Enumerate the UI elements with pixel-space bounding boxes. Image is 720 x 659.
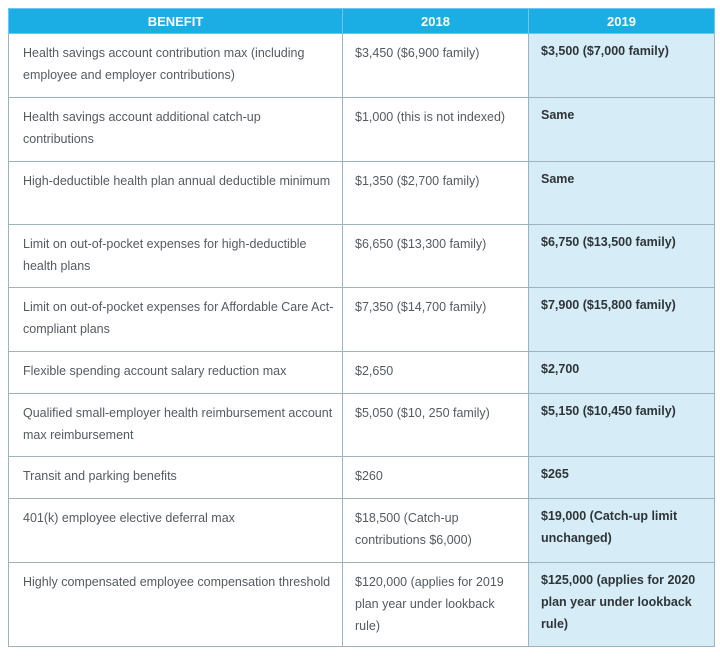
benefit-cell: 401(k) employee elective deferral max [9,499,343,563]
table-row [9,394,715,457]
value-2019-cell: Same [529,162,715,225]
value-2019-cell: $5,150 ($10,450 family) [529,394,715,457]
benefit-cell: Health savings account contribution max (including employee and employer contributions) [9,34,343,98]
table-row [9,457,715,499]
header-row [9,9,715,34]
benefit-cell: Health savings account additional catch-up contributions [9,98,343,162]
table-row [9,499,715,563]
value-2018-cell: $1,000 (this is not indexed) [343,98,529,162]
header-2019: 2019 [529,9,715,34]
table-row [9,563,715,647]
value-2018-cell: $7,350 ($14,700 family) [343,288,529,352]
benefit-cell: Transit and parking benefits [9,457,343,499]
value-2019-cell: $125,000 (applies for 2020 plan year under lookback rule) [529,563,715,647]
value-2018-cell: $6,650 ($13,300 family) [343,225,529,288]
value-2018-cell: $1,350 ($2,700 family) [343,162,529,225]
benefits-table [8,8,715,647]
benefits-table-container [8,8,714,647]
table-row [9,225,715,288]
table-row [9,288,715,352]
table-row [9,352,715,394]
value-2018-cell: $18,500 (Catch-up contributions $6,000) [343,499,529,563]
value-2019-cell: $2,700 [529,352,715,394]
value-2019-cell: $6,750 ($13,500 family) [529,225,715,288]
value-2018-cell: $5,050 ($10, 250 family) [343,394,529,457]
value-2018-cell: $3,450 ($6,900 family) [343,34,529,98]
benefit-cell: High-deductible health plan annual deductible minimum [9,162,343,225]
header-benefit: BENEFIT [9,9,343,34]
table-row [9,34,715,98]
header-2018: 2018 [343,9,529,34]
table-row [9,162,715,225]
benefit-cell: Qualified small-employer health reimbursement account max reimbursement [9,394,343,457]
value-2018-cell: $2,650 [343,352,529,394]
value-2019-cell: $3,500 ($7,000 family) [529,34,715,98]
value-2019-cell: $7,900 ($15,800 family) [529,288,715,352]
benefit-cell: Limit on out-of-pocket expenses for high-deductible health plans [9,225,343,288]
value-2018-cell: $260 [343,457,529,499]
value-2019-cell: $265 [529,457,715,499]
value-2019-cell: $19,000 (Catch-up limit unchanged) [529,499,715,563]
table-row [9,98,715,162]
benefit-cell: Limit on out-of-pocket expenses for Affordable Care Act-compliant plans [9,288,343,352]
benefit-cell: Flexible spending account salary reduction max [9,352,343,394]
value-2018-cell: $120,000 (applies for 2019 plan year under lookback rule) [343,563,529,647]
value-2019-cell: Same [529,98,715,162]
benefit-cell: Highly compensated employee compensation threshold [9,563,343,647]
